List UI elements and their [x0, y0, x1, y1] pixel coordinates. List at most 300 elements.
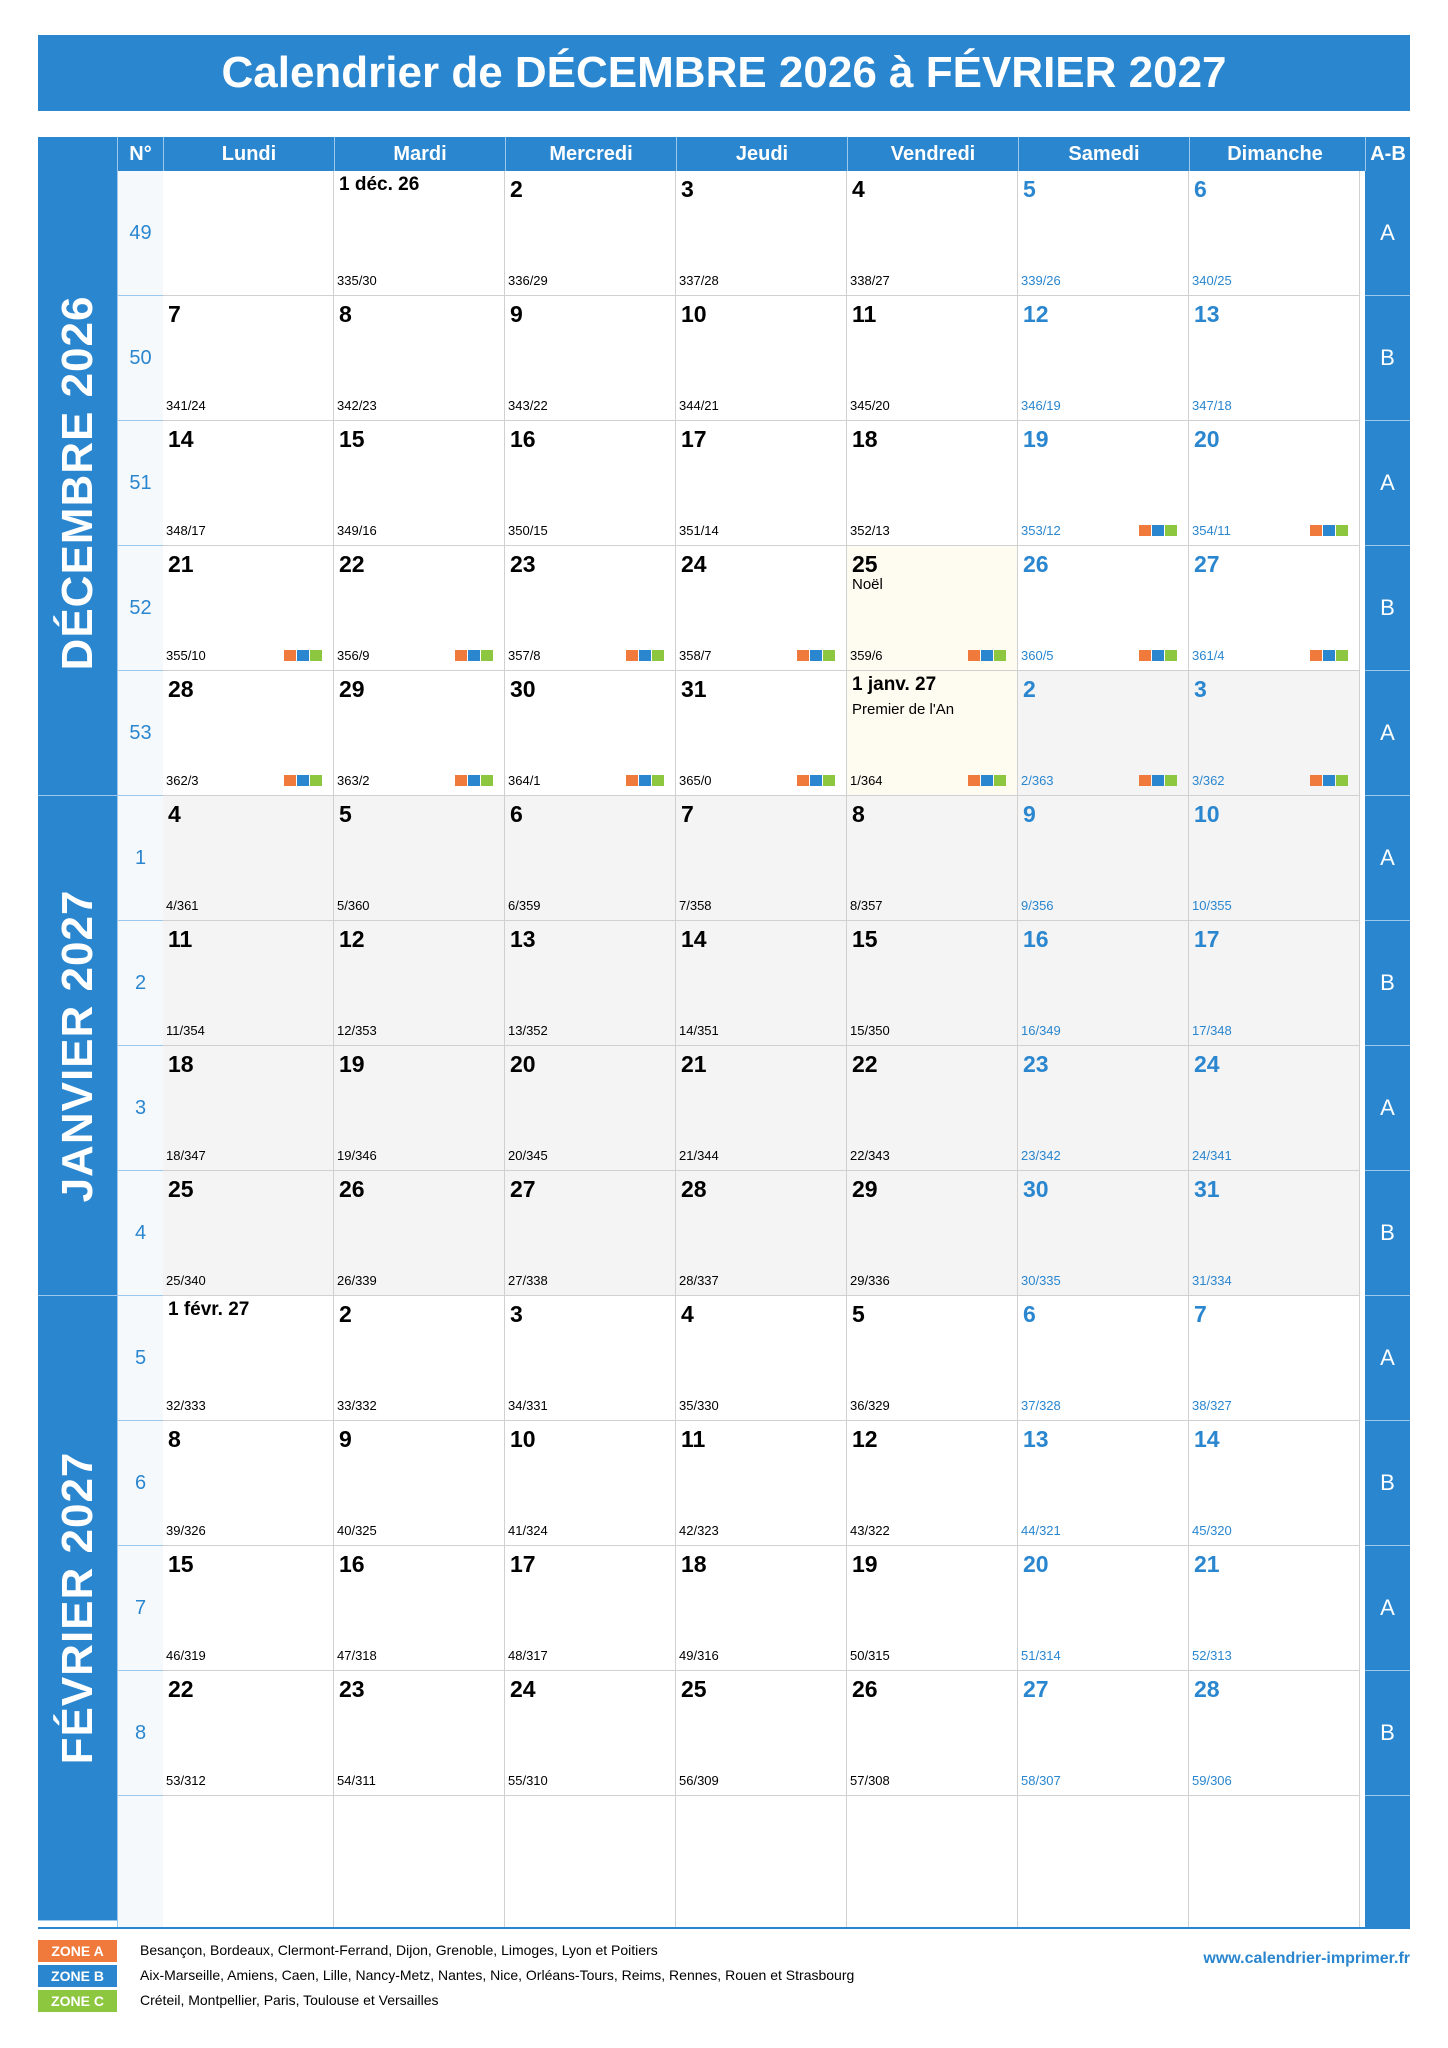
school-holiday-zones — [1139, 775, 1177, 786]
ab-week-marker: A — [1365, 1546, 1410, 1671]
day-cell[interactable] — [1189, 921, 1360, 1046]
day-number: 21 — [1194, 1551, 1220, 1577]
school-holiday-zones — [455, 775, 493, 786]
day-of-year-count: 34/331 — [508, 1398, 548, 1413]
zone-marker-c — [652, 650, 664, 661]
day-cell[interactable] — [1189, 671, 1360, 796]
day-number: 27 — [1194, 551, 1220, 577]
zone-marker-c — [310, 650, 322, 661]
day-cell[interactable] — [163, 1296, 334, 1421]
zone-marker-b — [297, 775, 309, 786]
week-number: 49 — [117, 171, 163, 296]
zone-marker-c — [1165, 650, 1177, 661]
zone-marker-a — [455, 775, 467, 786]
day-cell[interactable] — [334, 546, 505, 671]
day-number: 18 — [852, 426, 878, 452]
day-number: 7 — [168, 301, 181, 327]
zone-marker-a — [626, 650, 638, 661]
day-cell[interactable] — [676, 1546, 847, 1671]
day-of-year-count: 31/334 — [1192, 1273, 1232, 1288]
day-of-year-count: 355/10 — [166, 648, 206, 663]
day-of-year-count: 42/323 — [679, 1523, 719, 1538]
day-of-year-count: 21/344 — [679, 1148, 719, 1163]
zone-marker-b — [1323, 775, 1335, 786]
day-cell[interactable] — [163, 671, 334, 796]
day-cell[interactable] — [847, 171, 1018, 296]
week-number: 1 — [117, 796, 163, 921]
day-cell[interactable] — [1189, 1671, 1360, 1796]
zone-marker-a — [1139, 650, 1151, 661]
zone-tag: ZONE A — [38, 1940, 117, 1962]
school-holiday-zones — [1310, 775, 1348, 786]
day-of-year-count: 46/319 — [166, 1648, 206, 1663]
day-cell[interactable] — [163, 421, 334, 546]
day-of-year-count: 336/29 — [508, 273, 548, 288]
zone-marker-a — [1139, 525, 1151, 536]
school-holiday-zones — [284, 775, 322, 786]
day-number: 26 — [339, 1176, 365, 1202]
day-of-year-count: 1/364 — [850, 773, 883, 788]
day-of-year-count: 39/326 — [166, 1523, 206, 1538]
day-of-year-count: 338/27 — [850, 273, 890, 288]
day-cell[interactable] — [847, 546, 1018, 671]
week-number-empty — [117, 1796, 163, 1927]
day-number: 12 — [339, 926, 365, 952]
day-cell[interactable] — [1018, 1296, 1189, 1421]
day-of-year-count: 353/12 — [1021, 523, 1061, 538]
day-of-year-count: 13/352 — [508, 1023, 548, 1038]
day-number: 30 — [510, 676, 536, 702]
zone-tag: ZONE C — [38, 1990, 117, 2012]
day-of-year-count: 26/339 — [337, 1273, 377, 1288]
zone-marker-a — [626, 775, 638, 786]
day-number: 20 — [510, 1051, 536, 1077]
day-cell[interactable] — [334, 921, 505, 1046]
week-number: 51 — [117, 421, 163, 546]
day-cell[interactable] — [163, 296, 334, 421]
day-of-year-count: 51/314 — [1021, 1648, 1061, 1663]
ab-week-marker: A — [1365, 1046, 1410, 1171]
day-of-year-count: 6/359 — [508, 898, 541, 913]
day-of-year-count: 352/13 — [850, 523, 890, 538]
day-number: 14 — [1194, 1426, 1220, 1452]
zone-marker-c — [1336, 775, 1348, 786]
day-number: 24 — [1194, 1051, 1220, 1077]
day-of-year-count: 43/322 — [850, 1523, 890, 1538]
day-number: 13 — [1194, 301, 1220, 327]
day-cell[interactable] — [163, 921, 334, 1046]
ab-week-marker: A — [1365, 421, 1410, 546]
school-holiday-zones — [1139, 650, 1177, 661]
day-cell[interactable] — [334, 796, 505, 921]
zone-tag: ZONE B — [38, 1965, 117, 1987]
day-number: 22 — [339, 551, 365, 577]
day-number: 9 — [339, 1426, 352, 1452]
day-cell[interactable] — [334, 296, 505, 421]
day-cell[interactable] — [163, 1171, 334, 1296]
day-of-year-count: 38/327 — [1192, 1398, 1232, 1413]
day-cell[interactable] — [1018, 1671, 1189, 1796]
day-of-year-count: 364/1 — [508, 773, 541, 788]
day-number: 25 — [852, 551, 878, 577]
ab-week-marker: B — [1365, 1171, 1410, 1296]
day-number: 12 — [852, 1426, 878, 1452]
day-cell[interactable] — [1189, 1046, 1360, 1171]
day-number: 28 — [681, 1176, 707, 1202]
day-cell[interactable] — [163, 796, 334, 921]
day-number: 9 — [510, 301, 523, 327]
day-cell[interactable] — [1189, 1546, 1360, 1671]
day-header-6: Samedi — [1018, 137, 1189, 171]
zone-marker-c — [481, 650, 493, 661]
day-number: 10 — [510, 1426, 536, 1452]
zone-marker-a — [968, 650, 980, 661]
ab-week-marker: B — [1365, 546, 1410, 671]
day-number: 27 — [510, 1176, 536, 1202]
week-number: 2 — [117, 921, 163, 1046]
day-cell[interactable] — [847, 1046, 1018, 1171]
school-holiday-zones — [1310, 650, 1348, 661]
day-of-year-count: 50/315 — [850, 1648, 890, 1663]
day-cell[interactable] — [676, 171, 847, 296]
day-cell[interactable] — [847, 1671, 1018, 1796]
day-cell[interactable] — [505, 921, 676, 1046]
week-number: 7 — [117, 1546, 163, 1671]
day-of-year-count: 365/0 — [679, 773, 712, 788]
zone-cities: Besançon, Bordeaux, Clermont-Ferrand, Dijon, Grenoble, Limoges, Lyon et Poitiers — [140, 1942, 658, 1958]
day-cell[interactable] — [334, 1171, 505, 1296]
day-number: 19 — [852, 1551, 878, 1577]
day-of-year-count: 30/335 — [1021, 1273, 1061, 1288]
day-cell[interactable] — [1189, 1171, 1360, 1296]
day-cell[interactable] — [163, 1546, 334, 1671]
day-number: 20 — [1023, 1551, 1049, 1577]
zone-marker-c — [1165, 775, 1177, 786]
month-band — [38, 1296, 117, 1921]
day-number: 1 janv. 27 — [852, 674, 937, 695]
zone-marker-b — [1152, 650, 1164, 661]
day-cell[interactable] — [676, 796, 847, 921]
week-number: 52 — [117, 546, 163, 671]
zone-marker-c — [823, 775, 835, 786]
day-cell[interactable] — [334, 1421, 505, 1546]
day-number: 2 — [510, 176, 523, 202]
day-number: 18 — [168, 1051, 194, 1077]
zone-marker-c — [994, 775, 1006, 786]
day-cell[interactable] — [505, 1421, 676, 1546]
page-title: Calendrier de DÉCEMBRE 2026 à FÉVRIER 2027 — [38, 35, 1410, 111]
day-number: 30 — [1023, 1176, 1049, 1202]
day-cell[interactable] — [163, 171, 334, 296]
day-cell[interactable] — [847, 296, 1018, 421]
day-cell[interactable] — [847, 796, 1018, 921]
school-holiday-zones — [626, 650, 664, 661]
zone-marker-b — [639, 775, 651, 786]
day-of-year-count: 25/340 — [166, 1273, 206, 1288]
day-cell[interactable] — [676, 1421, 847, 1546]
day-of-year-count: 53/312 — [166, 1773, 206, 1788]
day-number: 22 — [852, 1051, 878, 1077]
day-of-year-count: 4/361 — [166, 898, 199, 913]
day-cell[interactable] — [676, 1296, 847, 1421]
day-cell[interactable] — [1018, 921, 1189, 1046]
day-cell[interactable] — [505, 421, 676, 546]
day-cell[interactable] — [505, 171, 676, 296]
day-of-year-count: 18/347 — [166, 1148, 206, 1163]
day-of-year-count: 24/341 — [1192, 1148, 1232, 1163]
day-header-3: Mercredi — [505, 137, 676, 171]
day-of-year-count: 35/330 — [679, 1398, 719, 1413]
month-label: FÉVRIER 2027 — [52, 1451, 102, 1765]
day-number: 15 — [339, 426, 365, 452]
day-cell[interactable] — [334, 1296, 505, 1421]
day-header-7: Dimanche — [1189, 137, 1360, 171]
day-of-year-count: 32/333 — [166, 1398, 206, 1413]
day-header-5: Vendredi — [847, 137, 1018, 171]
day-number: 23 — [1023, 1051, 1049, 1077]
day-cell[interactable] — [1018, 796, 1189, 921]
day-number: 25 — [681, 1676, 707, 1702]
day-cell[interactable] — [334, 671, 505, 796]
day-cell[interactable] — [1189, 296, 1360, 421]
day-number: 16 — [339, 1551, 365, 1577]
zone-marker-c — [310, 775, 322, 786]
day-number: 4 — [168, 801, 181, 827]
day-cell[interactable] — [676, 921, 847, 1046]
website-link[interactable]: www.calendrier-imprimer.fr — [1203, 1950, 1410, 1967]
empty-cell — [163, 1796, 334, 1927]
month-band — [38, 171, 117, 796]
school-holiday-zones — [1139, 525, 1177, 536]
day-number: 23 — [339, 1676, 365, 1702]
empty-cell — [1189, 1796, 1360, 1927]
day-cell[interactable] — [1018, 671, 1189, 796]
month-band — [38, 796, 117, 1296]
zone-marker-a — [284, 650, 296, 661]
day-cell[interactable] — [505, 671, 676, 796]
holiday-name: Noël — [852, 576, 883, 593]
day-of-year-count: 59/306 — [1192, 1773, 1232, 1788]
day-number: 10 — [1194, 801, 1220, 827]
day-cell[interactable] — [334, 1671, 505, 1796]
day-of-year-count: 341/24 — [166, 398, 206, 413]
zone-marker-b — [1152, 525, 1164, 536]
day-cell[interactable] — [505, 1046, 676, 1171]
day-cell[interactable] — [847, 671, 1018, 796]
day-of-year-count: 19/346 — [337, 1148, 377, 1163]
empty-cell — [334, 1796, 505, 1927]
day-cell[interactable] — [1018, 1421, 1189, 1546]
day-cell[interactable] — [847, 1296, 1018, 1421]
day-cell[interactable] — [1189, 421, 1360, 546]
day-of-year-count: 5/360 — [337, 898, 370, 913]
day-number: 10 — [681, 301, 707, 327]
day-cell[interactable] — [334, 1546, 505, 1671]
day-cell[interactable] — [847, 1171, 1018, 1296]
day-cell[interactable] — [676, 1171, 847, 1296]
day-number: 11 — [852, 301, 877, 327]
zone-cities: Aix-Marseille, Amiens, Caen, Lille, Nancy-Metz, Nantes, Nice, Orléans-Tours, Reims, Rennes, Rouen et Strasbourg — [140, 1967, 855, 1983]
ab-week-marker-empty — [1365, 1796, 1410, 1927]
day-of-year-count: 52/313 — [1192, 1648, 1232, 1663]
day-of-year-count: 27/338 — [508, 1273, 548, 1288]
day-of-year-count: 41/324 — [508, 1523, 548, 1538]
day-number: 22 — [168, 1676, 194, 1702]
day-of-year-count: 345/20 — [850, 398, 890, 413]
day-of-year-count: 7/358 — [679, 898, 712, 913]
day-number: 31 — [681, 676, 707, 702]
day-number: 27 — [1023, 1676, 1049, 1702]
day-number: 2 — [1023, 676, 1036, 702]
day-number: 5 — [852, 1301, 865, 1327]
zone-marker-c — [481, 775, 493, 786]
day-cell[interactable] — [1018, 296, 1189, 421]
day-cell[interactable] — [1189, 171, 1360, 296]
day-of-year-count: 342/23 — [337, 398, 377, 413]
day-cell[interactable] — [1018, 1046, 1189, 1171]
day-cell[interactable] — [1189, 1421, 1360, 1546]
day-cell[interactable] — [676, 671, 847, 796]
day-number: 19 — [339, 1051, 365, 1077]
day-number: 4 — [681, 1301, 694, 1327]
day-of-year-count: 351/14 — [679, 523, 719, 538]
ab-header: A-B — [1365, 137, 1410, 171]
day-of-year-count: 357/8 — [508, 648, 541, 663]
day-cell[interactable] — [676, 1671, 847, 1796]
day-cell[interactable] — [847, 1421, 1018, 1546]
school-holiday-zones — [1310, 525, 1348, 536]
day-of-year-count: 16/349 — [1021, 1023, 1061, 1038]
day-number: 8 — [168, 1426, 181, 1452]
day-cell[interactable] — [676, 421, 847, 546]
ab-week-marker: B — [1365, 1421, 1410, 1546]
zone-marker-b — [810, 650, 822, 661]
day-cell[interactable] — [1189, 796, 1360, 921]
day-number: 17 — [510, 1551, 536, 1577]
empty-cell — [1018, 1796, 1189, 1927]
day-number: 11 — [168, 926, 193, 952]
day-of-year-count: 347/18 — [1192, 398, 1232, 413]
zone-marker-a — [455, 650, 467, 661]
day-cell[interactable] — [847, 421, 1018, 546]
day-of-year-count: 10/355 — [1192, 898, 1232, 913]
day-cell[interactable] — [676, 546, 847, 671]
day-number: 17 — [1194, 926, 1220, 952]
day-of-year-count: 340/25 — [1192, 273, 1232, 288]
zone-marker-b — [810, 775, 822, 786]
day-of-year-count: 8/357 — [850, 898, 883, 913]
day-number: 6 — [1194, 176, 1207, 202]
day-cell[interactable] — [163, 1421, 334, 1546]
day-cell[interactable] — [847, 1546, 1018, 1671]
day-header-1: Lundi — [163, 137, 334, 171]
day-cell[interactable] — [1189, 1296, 1360, 1421]
day-number: 31 — [1194, 1176, 1220, 1202]
zone-marker-b — [981, 650, 993, 661]
ab-week-marker: A — [1365, 796, 1410, 921]
day-of-year-count: 44/321 — [1021, 1523, 1061, 1538]
day-number: 2 — [339, 1301, 352, 1327]
day-cell[interactable] — [505, 1546, 676, 1671]
day-number: 20 — [1194, 426, 1220, 452]
day-of-year-count: 17/348 — [1192, 1023, 1232, 1038]
day-cell[interactable] — [334, 421, 505, 546]
school-holiday-zones — [284, 650, 322, 661]
day-number: 4 — [852, 176, 865, 202]
day-cell[interactable] — [505, 1296, 676, 1421]
day-cell[interactable] — [676, 296, 847, 421]
day-cell[interactable] — [163, 1671, 334, 1796]
day-cell[interactable] — [505, 296, 676, 421]
day-of-year-count: 57/308 — [850, 1773, 890, 1788]
day-cell[interactable] — [847, 921, 1018, 1046]
zone-marker-a — [797, 650, 809, 661]
day-number: 26 — [1023, 551, 1049, 577]
zone-marker-a — [1310, 525, 1322, 536]
day-number: 24 — [510, 1676, 536, 1702]
day-cell[interactable] — [1018, 546, 1189, 671]
day-of-year-count: 15/350 — [850, 1023, 890, 1038]
day-of-year-count: 11/354 — [166, 1023, 205, 1038]
day-cell[interactable] — [505, 796, 676, 921]
day-of-year-count: 45/320 — [1192, 1523, 1232, 1538]
day-of-year-count: 344/21 — [679, 398, 719, 413]
day-number: 5 — [339, 801, 352, 827]
day-cell[interactable] — [676, 1046, 847, 1171]
week-number: 8 — [117, 1671, 163, 1796]
day-cell[interactable] — [163, 546, 334, 671]
day-number: 7 — [681, 801, 694, 827]
day-cell[interactable] — [505, 1171, 676, 1296]
day-of-year-count: 56/309 — [679, 1773, 719, 1788]
day-number: 13 — [1023, 1426, 1049, 1452]
day-cell[interactable] — [334, 1046, 505, 1171]
school-holiday-zones — [797, 650, 835, 661]
day-of-year-count: 2/363 — [1021, 773, 1054, 788]
day-cell[interactable] — [1018, 1171, 1189, 1296]
day-of-year-count: 49/316 — [679, 1648, 719, 1663]
day-of-year-count: 33/332 — [337, 1398, 377, 1413]
zone-marker-c — [652, 775, 664, 786]
day-cell[interactable] — [1189, 546, 1360, 671]
zone-marker-c — [1336, 525, 1348, 536]
day-of-year-count: 58/307 — [1021, 1773, 1061, 1788]
day-number: 5 — [1023, 176, 1036, 202]
zone-marker-b — [639, 650, 651, 661]
day-cell[interactable] — [505, 1671, 676, 1796]
zone-marker-a — [797, 775, 809, 786]
zone-marker-a — [284, 775, 296, 786]
day-number: 6 — [1023, 1301, 1036, 1327]
ab-week-marker: A — [1365, 171, 1410, 296]
day-cell[interactable] — [1018, 1546, 1189, 1671]
zone-marker-c — [823, 650, 835, 661]
day-of-year-count: 362/3 — [166, 773, 199, 788]
day-cell[interactable] — [334, 171, 505, 296]
school-holiday-zones — [968, 775, 1006, 786]
zone-marker-b — [468, 650, 480, 661]
day-number: 6 — [510, 801, 523, 827]
day-number: 25 — [168, 1176, 194, 1202]
day-cell[interactable] — [505, 546, 676, 671]
day-of-year-count: 358/7 — [679, 648, 712, 663]
day-cell[interactable] — [1018, 421, 1189, 546]
day-cell[interactable] — [163, 1046, 334, 1171]
day-number: 13 — [510, 926, 536, 952]
day-of-year-count: 47/318 — [337, 1648, 377, 1663]
day-cell[interactable] — [1018, 171, 1189, 296]
day-number: 23 — [510, 551, 536, 577]
